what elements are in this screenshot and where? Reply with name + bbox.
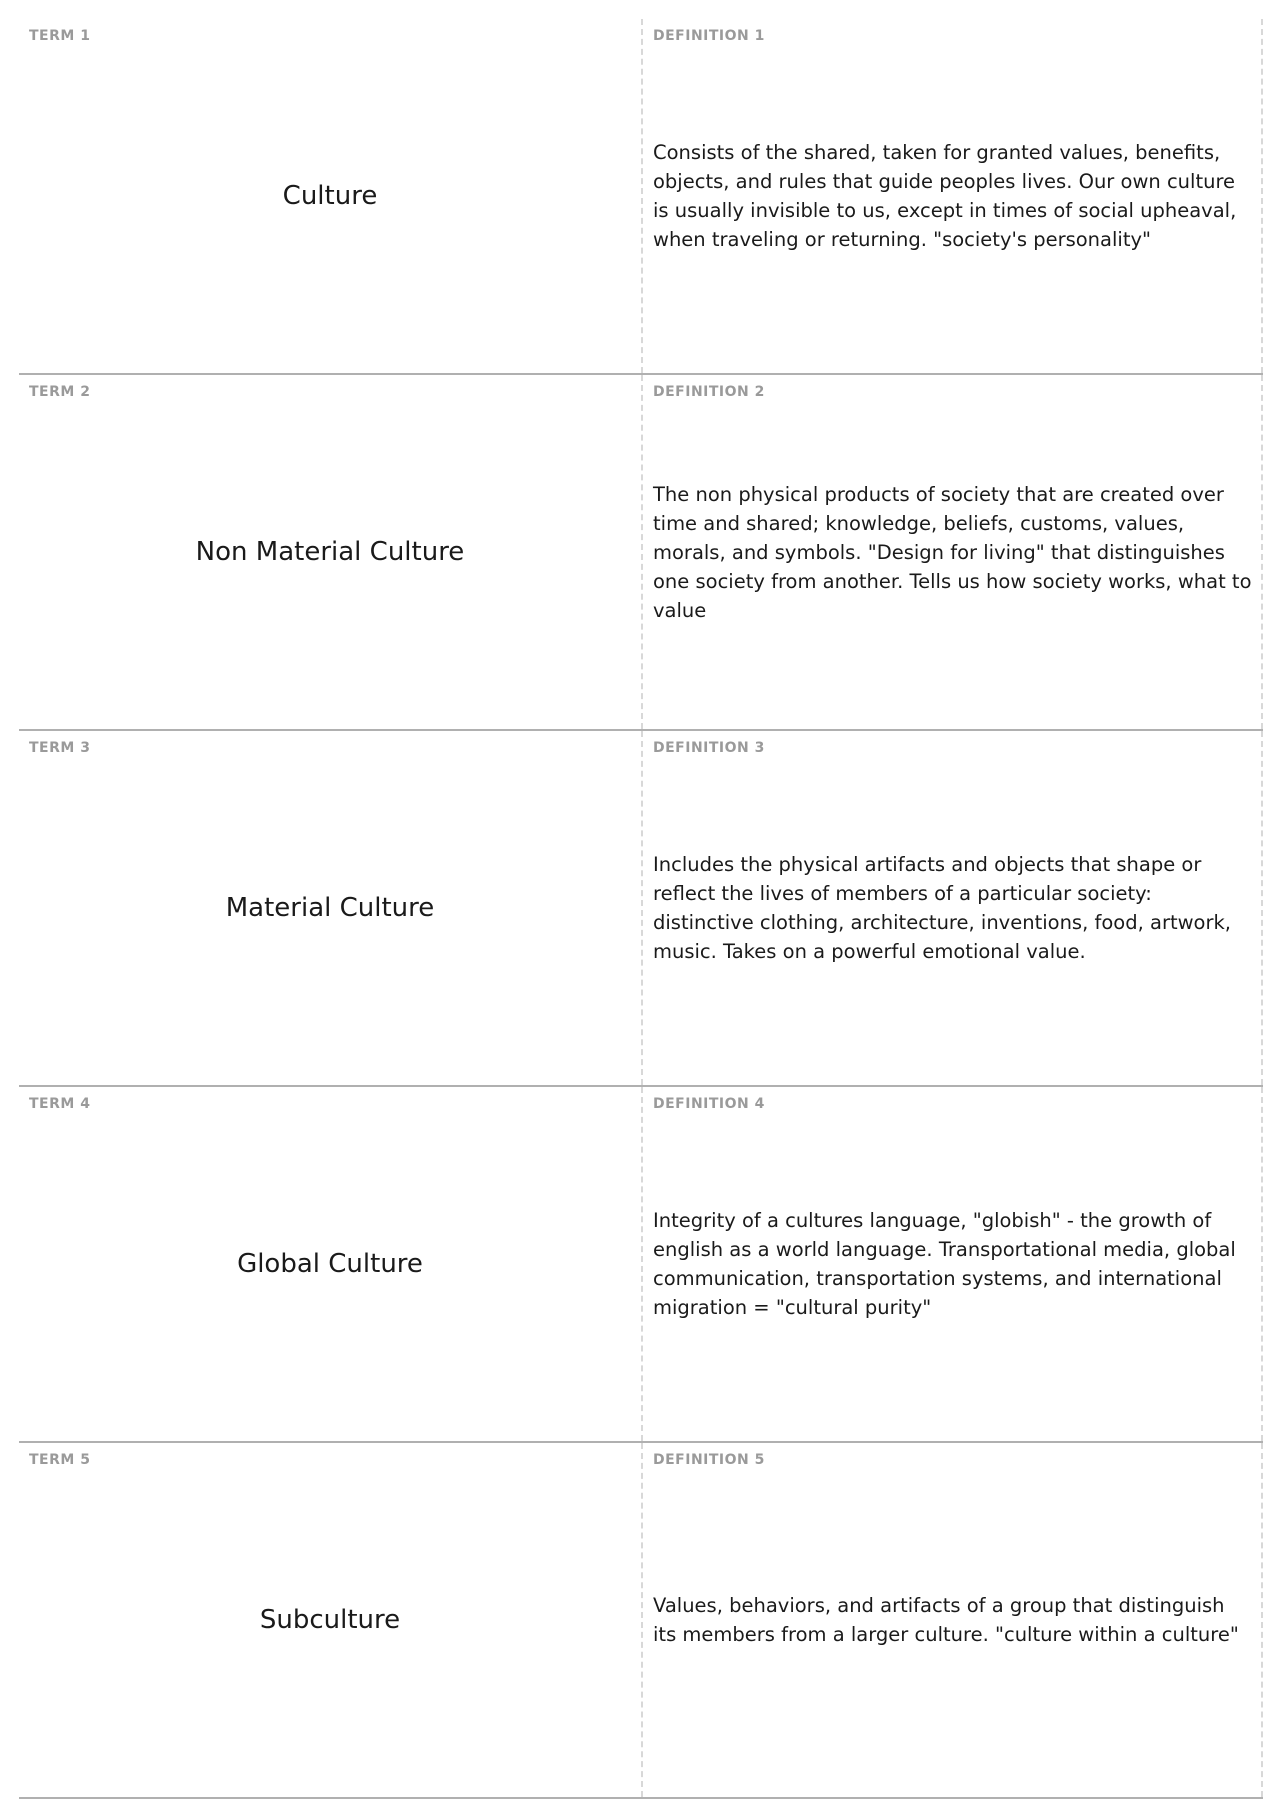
definition-text: Consists of the shared, taken for granted values, benefits, objects, and rules that guide peoples lives. Our own culture is usually invisible to us, except in times of social upheaval, when traveling or returning. "society's personality" [653,141,1237,251]
definition-content [653,375,1253,729]
definition-cell [643,1087,1263,1441]
definition-text: Integrity of a cultures language, "globish" - the growth of english as a world language. Transportational media, global communication, transportation systems, and international migration = "cultural purity" [653,1209,1236,1319]
definition-label: DEFINITION 3 [653,740,765,756]
term-cell [19,1087,643,1441]
term-cell [19,1443,643,1797]
flashcard-row [19,1443,1263,1799]
term-text: Material Culture [225,893,435,923]
flashcard-row [19,375,1263,731]
term-label: TERM 2 [29,384,91,400]
definition-cell [643,19,1263,373]
term-label: TERM 3 [29,740,91,756]
flashcard-list [19,19,1263,1799]
term-cell [19,19,643,373]
definition-label: DEFINITION 5 [653,1452,765,1468]
term-cell [19,375,643,729]
term-text: Culture [282,181,378,211]
definition-content [653,19,1253,373]
flashcard-row [19,731,1263,1087]
flashcard-row [19,1087,1263,1443]
definition-content [653,1443,1253,1797]
definition-cell [643,731,1263,1085]
definition-cell [643,1443,1263,1797]
term-text: Non Material Culture [195,537,465,567]
term-text: Global Culture [237,1249,423,1279]
term-text: Subculture [259,1605,401,1635]
term-label: TERM 5 [29,1452,91,1468]
definition-label: DEFINITION 2 [653,384,765,400]
definition-text: Values, behaviors, and artifacts of a group that distinguish its members from a larger culture. "culture within a culture" [653,1594,1239,1646]
flashcard-row [19,19,1263,375]
term-cell [19,731,643,1085]
definition-content [653,731,1253,1085]
definition-cell [643,375,1263,729]
definition-label: DEFINITION 1 [653,28,765,44]
definition-content [653,1087,1253,1441]
definition-label: DEFINITION 4 [653,1096,765,1112]
term-label: TERM 1 [29,28,91,44]
definition-text: Includes the physical artifacts and objects that shape or reflect the lives of members of a particular society: distinctive clothing, architecture, inventions, food, artwork, music. Takes on a powerful emotional value. [653,853,1231,963]
definition-text: The non physical products of society that are created over time and shared; knowledge, beliefs, customs, values, morals, and symbols. "Design for living" that distinguishes one society from another. Tells us how society works, what to value [653,482,1252,622]
term-label: TERM 4 [29,1096,91,1112]
